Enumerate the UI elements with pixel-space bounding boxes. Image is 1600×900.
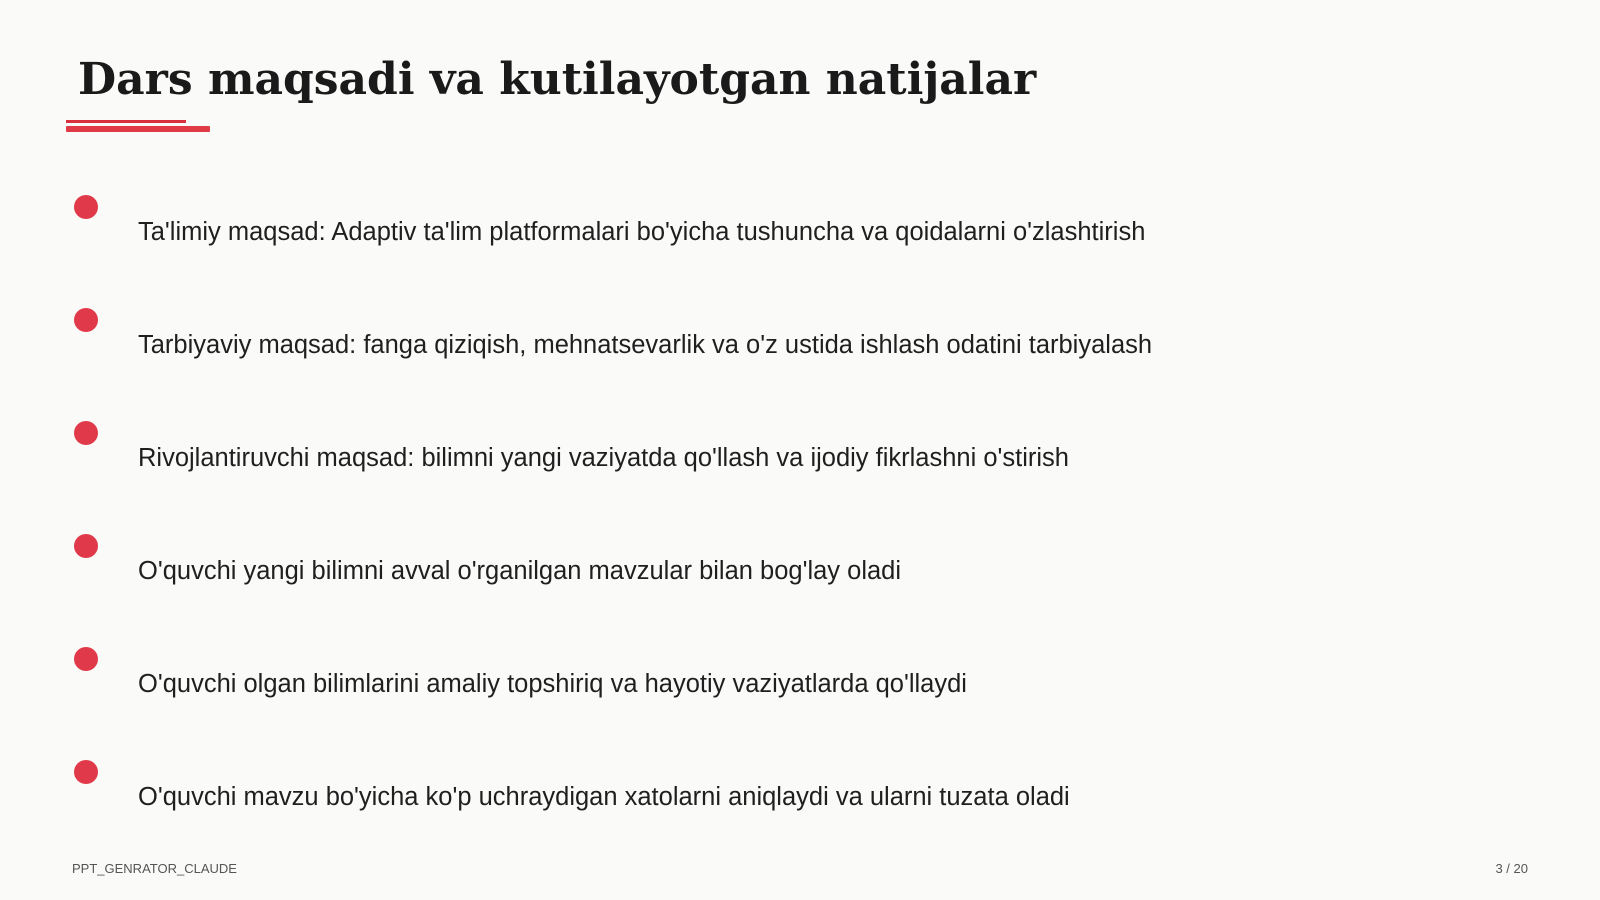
bullet-dot-icon [74,534,98,558]
page-indicator: 3 / 20 [1495,861,1528,876]
footer-source-label: PPT_GENRATOR_CLAUDE [72,861,237,876]
bullet-text: O'quvchi olgan bilimlarini amaliy topshiriq va hayotiy vaziyatlarda qo'llaydi [138,670,967,698]
bullet-dot-icon [74,647,98,671]
bullet-dot-icon [74,195,98,219]
slide-title: Dars maqsadi va kutilayotgan natijalar [78,54,1037,105]
bullet-text: O'quvchi mavzu bo'yicha ko'p uchraydigan xatolarni aniqlaydi va ularni tuzata oladi [138,783,1070,811]
bullet-item [72,195,1472,275]
bullet-item [72,647,1472,727]
bullet-dot-icon [74,421,98,445]
bullet-text: Ta'limiy maqsad: Adaptiv ta'lim platformalari bo'yicha tushuncha va qoidalarni o'zlashtirish [138,218,1146,246]
bullet-item [72,308,1472,388]
bullet-text: Tarbiyaviy maqsad: fanga qiziqish, mehnatsevarlik va o'z ustida ishlash odatini tarbiyalash [138,331,1153,359]
bullet-text: Rivojlantiruvchi maqsad: bilimni yangi vaziyatda qo'llash va ijodiy fikrlashni o'stirish [138,444,1069,472]
bullet-item [72,760,1472,840]
bullet-item [72,534,1472,614]
bullet-text: O'quvchi yangi bilimni avval o'rganilgan mavzular bilan bog'lay oladi [138,557,902,585]
bullet-item [72,421,1472,501]
bullet-dot-icon [74,308,98,332]
bullet-dot-icon [74,760,98,784]
